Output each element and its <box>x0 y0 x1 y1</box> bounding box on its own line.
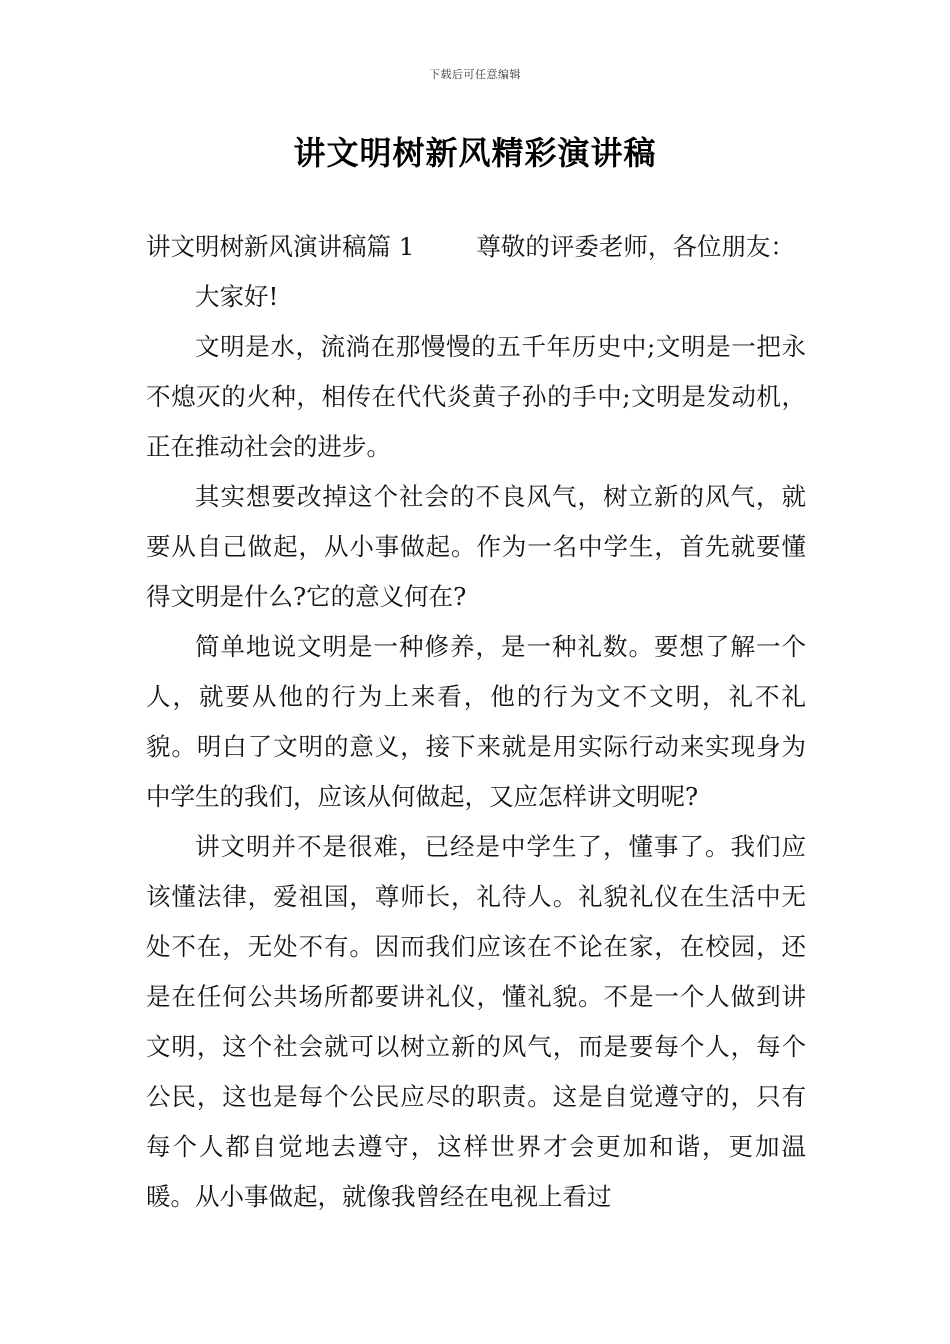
salutation: 尊敬的评委老师，各位朋友： <box>476 232 795 261</box>
document-body <box>146 222 806 1222</box>
intro-line <box>146 222 806 272</box>
paragraph: 其实想要改掉这个社会的不良风气，树立新的风气，就要从自己做起，从小事做起。作为一名中学生，首先就要懂得文明是什么?它的意义何在? <box>146 482 806 611</box>
section-heading: 讲文明树新风演讲稿篇 1 <box>146 232 415 261</box>
paragraph: 讲文明并不是很难，已经是中学生了，懂事了。我们应该懂法律，爱祖国，尊师长，礼待人。礼貌礼仪在生活中无处不在，无处不有。因而我们应该在不论在家，在校园，还是在任何公共场所都要讲礼仪，懂礼貌。不是一个人做到讲文明，这个社会就可以树立新的风气，而是要每个人，每个公民，这也是每个公民应尽的职责。这是自觉遵守的，只有每个人都自觉地去遵守，这样世界才会更加和谐，更加温暖。从小事做起，就像我曾经在电视上看过 <box>146 832 806 1211</box>
paragraph: 简单地说文明是一种修养，是一种礼数。要想了解一个人，就要从他的行为上来看，他的行为文不文明，礼不礼貌。明白了文明的意义，接下来就是用实际行动来实现身为中学生的我们，应该从何做起，又应怎样讲文明呢? <box>146 632 806 811</box>
header-note: 下载后可任意编辑 <box>429 68 521 81</box>
document-title: 讲文明树新风精彩演讲稿 <box>293 134 657 172</box>
paragraph: 文明是水，流淌在那慢慢的五千年历史中;文明是一把永不熄灭的火种，相传在代代炎黄子孙的手中;文明是发动机，正在推动社会的进步。 <box>146 332 806 461</box>
paragraph-greeting: 大家好! <box>195 282 279 311</box>
